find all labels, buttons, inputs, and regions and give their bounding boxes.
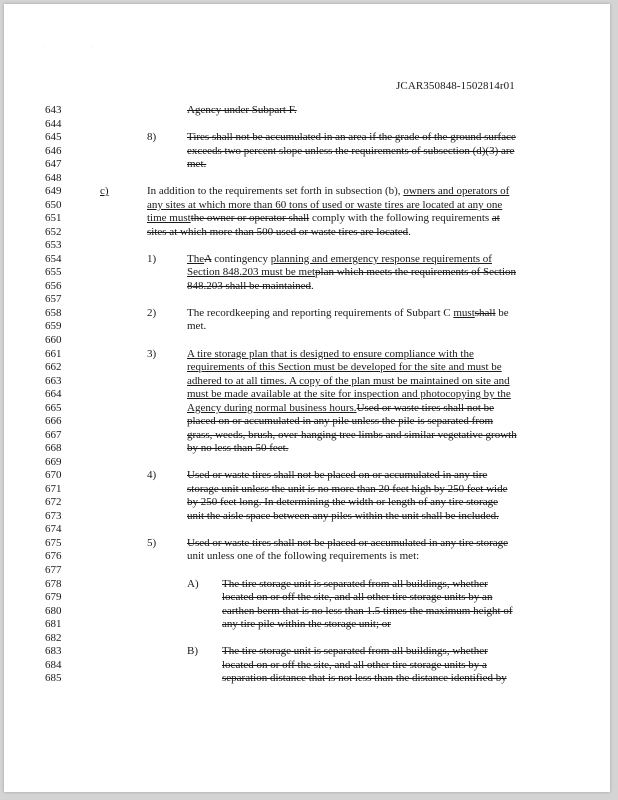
line-number: 667	[45, 429, 62, 441]
text-line-673: unit the aisle space between any piles within the unit shall be included.	[187, 510, 499, 522]
text-line-679: located on or off the site, and all other tire storage units by an	[222, 591, 493, 603]
item-label-1: 1)	[147, 253, 157, 265]
text-line-672: by 250 feet long. In determining the width or length of any tire storage	[187, 496, 498, 508]
text-line-681: any tire pile within the storage unit; or	[222, 618, 391, 630]
text-line-655: Section 848.203 must be metplan which meets the requirements of Section	[187, 266, 517, 278]
line-number: 680	[45, 605, 62, 617]
line-number: 684	[45, 659, 62, 671]
text-line-649: In addition to the requirements set forth in subsection (b), owners and operators of	[147, 185, 510, 197]
line-number: 669	[45, 456, 62, 468]
line-number: 652	[45, 226, 62, 238]
line-number: 671	[45, 483, 62, 495]
line-number: 644	[45, 118, 62, 130]
line-number: 660	[45, 334, 62, 346]
line-number: 673	[45, 510, 62, 522]
line-number: 659	[45, 320, 62, 332]
text-line-665: Agency during normal business hours.Used or waste tires shall not be	[187, 402, 495, 414]
line-number: 648	[45, 172, 62, 184]
line-number: 682	[45, 632, 62, 644]
document-page	[4, 4, 610, 792]
line-number: 664	[45, 388, 62, 400]
line-number: 645	[45, 131, 62, 143]
line-number: 649	[45, 185, 62, 197]
text-line-663: adhered to at all times. A copy of the plan must be maintained on site and	[187, 375, 510, 387]
line-number: 653	[45, 239, 62, 251]
text-line-664: must be made available at the site for inspection and photocopying by the	[187, 388, 511, 400]
text-line-675: Used or waste tires shall not be placed or accumulated in any tire storage	[187, 537, 509, 549]
text-line-659: met.	[187, 320, 207, 332]
text-line-645: Tires shall not be accumulated in an area if the grade of the ground surface	[187, 131, 516, 143]
line-number: 675	[45, 537, 62, 549]
line-number: 681	[45, 618, 62, 630]
text-line-667: grass, weeds, brush, over-hanging tree limbs and similar vegetative growth	[187, 429, 517, 441]
line-number: 643	[45, 104, 62, 116]
line-number: 655	[45, 266, 62, 278]
line-number: 662	[45, 361, 62, 373]
line-number: 647	[45, 158, 62, 170]
text-line-652: sites at which more than 500 used or waste tires are located.	[147, 226, 411, 238]
item-label-8: 8)	[147, 131, 157, 143]
line-number: 650	[45, 199, 62, 211]
text-line-685: separation distance that is not less than the distance identified by	[222, 672, 507, 684]
line-number: 654	[45, 253, 62, 265]
text-line-668: by no less than 50 feet.	[187, 442, 289, 454]
line-number: 677	[45, 564, 62, 576]
text-line-671: storage unit unless the unit is no more than 20 feet high by 250 feet wide	[187, 483, 508, 495]
line-number: 661	[45, 348, 62, 360]
text-line-654: TheA contingency planning and emergency response requirements of	[187, 253, 492, 265]
item-label-5: 5)	[147, 537, 157, 549]
text-line-662: requirements of this Section must be developed for the site and must be	[187, 361, 502, 373]
line-number: 656	[45, 280, 62, 292]
item-label-3: 3)	[147, 348, 157, 360]
text-line-658: The recordkeeping and reporting requirements of Subpart C mustshall be	[187, 307, 509, 319]
line-number: 666	[45, 415, 62, 427]
line-number: 665	[45, 402, 62, 414]
text-line-670: Used or waste tires shall not be placed on or accumulated in any tire	[187, 469, 488, 481]
line-number: 670	[45, 469, 62, 481]
line-number: 676	[45, 550, 62, 562]
line-number: 658	[45, 307, 62, 319]
line-number: 651	[45, 212, 62, 224]
item-label-4: 4)	[147, 469, 157, 481]
item-label-c: c)	[100, 185, 109, 197]
line-number: 657	[45, 293, 62, 305]
text-line-656: 848.203 shall be maintained.	[187, 280, 314, 292]
line-number: 674	[45, 523, 62, 535]
text-line-651: time mustthe owner or operator shall comply with the following requirements at	[147, 212, 500, 224]
scan-specks: · ·	[44, 44, 116, 50]
text-line-666: placed on or accumulated in any pile unless the pile is separated from	[187, 415, 494, 427]
text-line-646: exceeds two percent slope unless the requirements of subsection (d)(3) are	[187, 145, 515, 157]
text-line-680: earthen berm that is no less than 1.5 times the maximum height of	[222, 605, 513, 617]
text-line-676: unit unless one of the following requirements is met:	[187, 550, 420, 562]
item-label-B: B)	[187, 645, 198, 657]
line-number: 683	[45, 645, 62, 657]
text-line-678: The tire storage unit is separated from all buildings, whether	[222, 578, 488, 590]
text-line-647: met.	[187, 158, 207, 170]
document-id: JCAR350848-1502814r01	[396, 80, 515, 92]
line-number: 646	[45, 145, 62, 157]
line-number: 668	[45, 442, 62, 454]
line-number: 679	[45, 591, 62, 603]
text-line-650: any sites at which more than 60 tons of used or waste tires are located at any one	[147, 199, 503, 211]
text-line-684: located on or off the site, and all other tire storage units by a	[222, 659, 487, 671]
line-number: 672	[45, 496, 62, 508]
line-number: 663	[45, 375, 62, 387]
text-line-661: A tire storage plan that is designed to ensure compliance with the	[187, 348, 474, 360]
item-label-A: A)	[187, 578, 199, 590]
text-line-683: The tire storage unit is separated from all buildings, whether	[222, 645, 488, 657]
item-label-2: 2)	[147, 307, 157, 319]
line-number: 678	[45, 578, 62, 590]
text-line-643: Agency under Subpart F.	[187, 104, 297, 116]
line-number: 685	[45, 672, 62, 684]
